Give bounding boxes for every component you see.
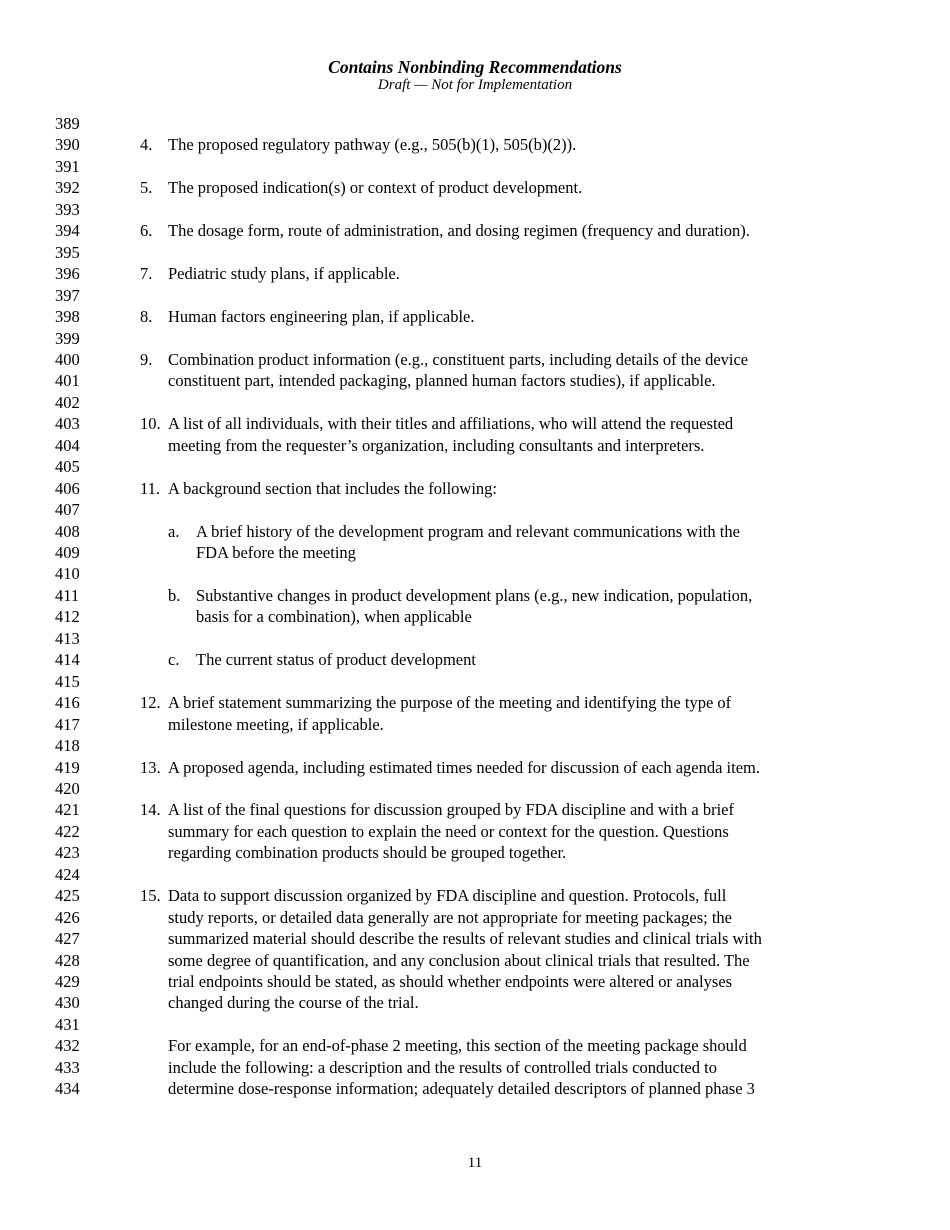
line-number: 427 — [55, 929, 80, 949]
list-item-line: The dosage form, route of administration, and dosing regimen (frequency and duration). — [168, 221, 750, 241]
list-marker: 8. — [140, 307, 153, 327]
list-item-line: Human factors engineering plan, if applicable. — [168, 307, 475, 327]
header-title: Contains Nonbinding Recommendations — [328, 57, 622, 77]
line-number: 397 — [55, 285, 80, 305]
list-marker: 14. — [140, 800, 161, 820]
line-number: 393 — [55, 199, 80, 219]
list-item-line: A background section that includes the following: — [168, 478, 498, 498]
list-marker: a. — [168, 521, 180, 541]
list-marker: 11. — [140, 478, 161, 498]
list-item-line: A list of the final questions for discussion grouped by FDA discipline and with a brief — [168, 800, 734, 820]
line-number: 416 — [55, 693, 80, 713]
list-marker: 7. — [140, 264, 153, 284]
line-number: 420 — [55, 778, 80, 798]
line-number: 399 — [55, 328, 80, 348]
list-item-line: summary for each question to explain the need or context for the question. Questions — [168, 821, 729, 841]
list-item-line: constituent part, intended packaging, planned human factors studies), if applicable. — [168, 371, 716, 391]
list-item-line: A list of all individuals, with their titles and affiliations, who will attend the requested — [168, 414, 734, 434]
line-number: 394 — [55, 221, 80, 241]
list-item-line: Substantive changes in product development plans (e.g., new indication, population, — [196, 585, 753, 605]
line-number: 411 — [55, 585, 80, 605]
line-number: 424 — [55, 864, 80, 884]
line-number: 414 — [55, 650, 80, 670]
line-number: 428 — [55, 950, 80, 970]
line-number: 391 — [55, 156, 80, 176]
line-number: 390 — [55, 135, 80, 155]
line-number: 433 — [55, 1057, 80, 1077]
list-marker: 9. — [140, 349, 153, 369]
list-item-line: FDA before the meeting — [196, 543, 356, 562]
line-number: 396 — [55, 264, 80, 284]
line-number: 400 — [55, 349, 80, 369]
list-item-line: Pediatric study plans, if applicable. — [168, 264, 400, 284]
list-item-line: basis for a combination), when applicable — [196, 607, 472, 627]
line-number: 403 — [55, 414, 80, 434]
list-item-line: meeting from the requester’s organization, including consultants and interpreters. — [168, 435, 705, 455]
line-number: 431 — [55, 1014, 80, 1034]
line-number: 422 — [55, 821, 80, 841]
list-item-line: summarized material should describe the results of relevant studies and clinical trials with — [168, 929, 762, 949]
line-number: 404 — [55, 435, 80, 455]
list-marker: 5. — [140, 178, 153, 198]
line-number: 389 — [55, 114, 80, 133]
line-number: 409 — [55, 543, 80, 562]
line-number: 401 — [55, 371, 80, 391]
list-item-line: changed during the course of the trial. — [168, 993, 419, 1013]
line-number: 395 — [55, 242, 80, 262]
list-item-line: The proposed indication(s) or context of product development. — [168, 178, 583, 198]
list-item-line: regarding combination products should be grouped together. — [168, 843, 567, 863]
line-number: 423 — [55, 843, 80, 863]
list-marker: 12. — [140, 693, 161, 713]
list-marker: 13. — [140, 757, 161, 777]
line-number: 407 — [55, 500, 80, 520]
page-number: 11 — [467, 1155, 483, 1171]
line-number: 419 — [55, 757, 80, 777]
line-number: 410 — [55, 564, 80, 584]
line-number: 421 — [55, 800, 80, 820]
line-number: 392 — [55, 178, 80, 198]
list-marker: c. — [168, 650, 180, 670]
line-number: 408 — [55, 521, 80, 541]
list-item-line: The proposed regulatory pathway (e.g., 505(b)(1), 505(b)(2)). — [168, 135, 577, 155]
line-number: 425 — [55, 886, 80, 906]
list-marker: 4. — [140, 135, 153, 155]
line-number: 432 — [55, 1036, 80, 1056]
list-item-line: some degree of quantification, and any conclusion about clinical trials that resulted. The — [168, 950, 750, 970]
line-number: 430 — [55, 993, 80, 1013]
line-number: 413 — [55, 628, 80, 648]
line-number: 415 — [55, 671, 80, 691]
list-item-line: Data to support discussion organized by FDA discipline and question. Protocols, full — [168, 886, 727, 906]
list-item-line: A brief history of the development program and relevant communications with the — [196, 521, 740, 541]
paragraph-line: For example, for an end-of-phase 2 meeting, this section of the meeting package should — [168, 1036, 747, 1056]
list-item-line: study reports, or detailed data generally are not appropriate for meeting packages; the — [168, 907, 732, 927]
paragraph-line: determine dose-response information; adequately detailed descriptors of planned phase 3 — [168, 1079, 755, 1099]
list-item-line: Combination product information (e.g., constituent parts, including details of the device — [168, 349, 749, 369]
line-number: 402 — [55, 392, 80, 412]
list-marker: 15. — [140, 886, 161, 906]
list-marker: 10. — [140, 414, 161, 434]
line-number: 434 — [55, 1079, 80, 1099]
line-number: 417 — [55, 714, 80, 734]
line-number: 405 — [55, 457, 80, 477]
list-item-line: A brief statement summarizing the purpose of the meeting and identifying the type of — [168, 693, 732, 713]
list-item-line: milestone meeting, if applicable. — [168, 714, 384, 734]
line-number: 398 — [55, 307, 80, 327]
list-item-line: trial endpoints should be stated, as should whether endpoints were altered or analyses — [168, 972, 733, 991]
paragraph-line: include the following: a description and the results of controlled trials conducted to — [168, 1057, 717, 1077]
line-number: 429 — [55, 972, 80, 991]
list-marker: b. — [168, 585, 181, 605]
line-number: 418 — [55, 736, 80, 756]
list-marker: 6. — [140, 221, 153, 241]
header-subtitle: Draft — Not for Implementation — [377, 77, 573, 93]
list-item-line: A proposed agenda, including estimated times needed for discussion of each agenda item. — [168, 757, 760, 777]
line-number: 426 — [55, 907, 80, 927]
list-item-line: The current status of product development — [196, 650, 476, 670]
line-number: 406 — [55, 478, 80, 498]
line-number: 412 — [55, 607, 80, 627]
